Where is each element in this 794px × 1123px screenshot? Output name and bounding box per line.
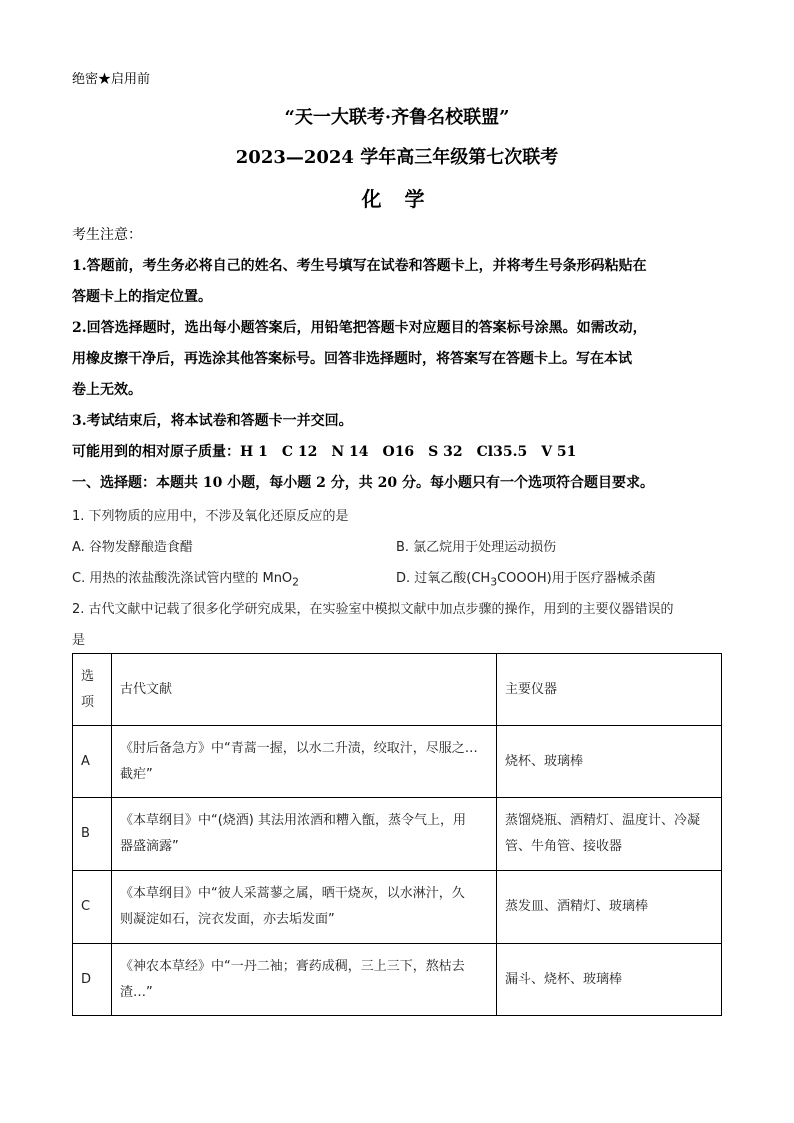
question2-table [72, 653, 722, 1016]
section1-heading: 一、选择题：本题共 10 小题，每小题 2 分，共 20 分。每小题只有一个选项符合题目要求。 [72, 475, 654, 491]
question2-stem-line1: 2. 古代文献中记载了很多化学研究成果，在实验室中模拟文献中加点步骤的操作，用到的主要仪器错误的 [72, 602, 674, 617]
question1-option-b: B. 氯乙烷用于处理运动损伤 [396, 540, 557, 555]
row-literature-line2: 器盛滴露” [120, 839, 179, 854]
notice-heading: 考生注意： [72, 227, 142, 243]
confidential-label: 绝密★启用前 [72, 72, 151, 87]
option-d-text-start: D. 过氧乙酸(CH [396, 571, 491, 586]
row-instruments-line2: 管、牛角管、接收器 [505, 839, 623, 854]
question2-stem-line2: 是 [72, 633, 86, 648]
notice-item2-line3: 卷上无效。 [72, 382, 142, 398]
option-d-subscript: 3 [490, 575, 498, 589]
table-header-row [73, 654, 722, 726]
table-row [73, 798, 722, 871]
row-literature [112, 798, 497, 871]
header-literature-cell: 古代文献 [112, 654, 497, 726]
row-option: D [73, 944, 112, 1016]
table-row [73, 944, 722, 1016]
question1-option-d [396, 567, 656, 589]
subject-title: 化 学 [361, 187, 433, 211]
exam-session-title: 2023—2024 学年高三年级第七次联考 [235, 147, 559, 168]
notice-item1-line1: 1.答题前，考生务必将自己的姓名、考生号填写在试卷和答题卡上，并将考生号条形码粘贴在 [72, 258, 647, 274]
notice-item2-line2: 用橡皮擦干净后，再选涂其他答案标号。回答非选择题时，将答案写在答题卡上。写在本试 [72, 351, 632, 367]
row-literature-line1: 《神农本草经》中“一丹二袖；膏药成稠，三上三下，熬枯去 [120, 958, 465, 974]
atomic-masses: 可能用到的相对原子质量：H 1 C 12 N 14 O16 S 32 Cl35.5 V 51 [72, 444, 577, 460]
header-option-cell [73, 654, 112, 726]
question1-option-a: A. 谷物发酵酿造食醋 [72, 540, 193, 555]
notice-item2-line1: 2.回答选择题时，选出每小题答案后，用铅笔把答题卡对应题目的答案标号涂黑。如需改动， [72, 320, 647, 336]
row-literature [112, 871, 497, 944]
header-option-line2: 项 [81, 694, 95, 710]
row-instruments: 烧杯、玻璃棒 [497, 726, 722, 798]
row-option: B [73, 798, 112, 871]
option-d-text-end: COOOH)用于医疗器械杀菌 [497, 571, 656, 586]
table-row [73, 726, 722, 798]
row-instruments: 漏斗、烧杯、玻璃棒 [497, 944, 722, 1016]
header-instruments-cell: 主要仪器 [497, 654, 722, 726]
question1-option-c [72, 567, 299, 589]
row-instruments: 蒸发皿、酒精灯、玻璃棒 [497, 871, 722, 944]
row-literature-line1: 《本草纲目》中“(烧酒) 其法用浓酒和糟入甑，蒸令气上，用 [120, 813, 467, 828]
row-instruments-line1: 蒸馏烧瓶、酒精灯、温度计、冷凝 [505, 813, 701, 828]
row-literature-line1: 《本草纲目》中“彼人采蒿蓼之属，晒干烧灰，以水淋汁，久 [120, 886, 465, 901]
exam-alliance-title: “天一大联考·齐鲁名校联盟” [284, 107, 510, 128]
notice-item1-line2: 答题卡上的指定位置。 [72, 289, 212, 305]
row-instruments [497, 798, 722, 871]
row-literature [112, 944, 497, 1016]
header-option-line1: 选 [81, 668, 95, 684]
row-literature-line2: 截疟” [120, 766, 153, 782]
notice-item3: 3.考试结束后，将本试卷和答题卡一并交回。 [72, 413, 353, 429]
row-literature-line1: 《肘后备急方》中“青蒿一握，以水二升渍，绞取汁，尽服之… [120, 740, 478, 756]
row-option: A [73, 726, 112, 798]
question1-stem: 1. 下列物质的应用中，不涉及氧化还原反应的是 [72, 509, 349, 524]
row-option: C [73, 871, 112, 944]
option-c-subscript: 2 [292, 575, 300, 589]
row-literature [112, 726, 497, 798]
table-row [73, 871, 722, 944]
row-literature-line2: 则凝淀如石，浣衣发面，亦去垢发面” [120, 912, 335, 927]
row-literature-line2: 渣…” [120, 984, 153, 1000]
option-c-text: C. 用热的浓盐酸洗涤试管内壁的 MnO [72, 571, 293, 586]
